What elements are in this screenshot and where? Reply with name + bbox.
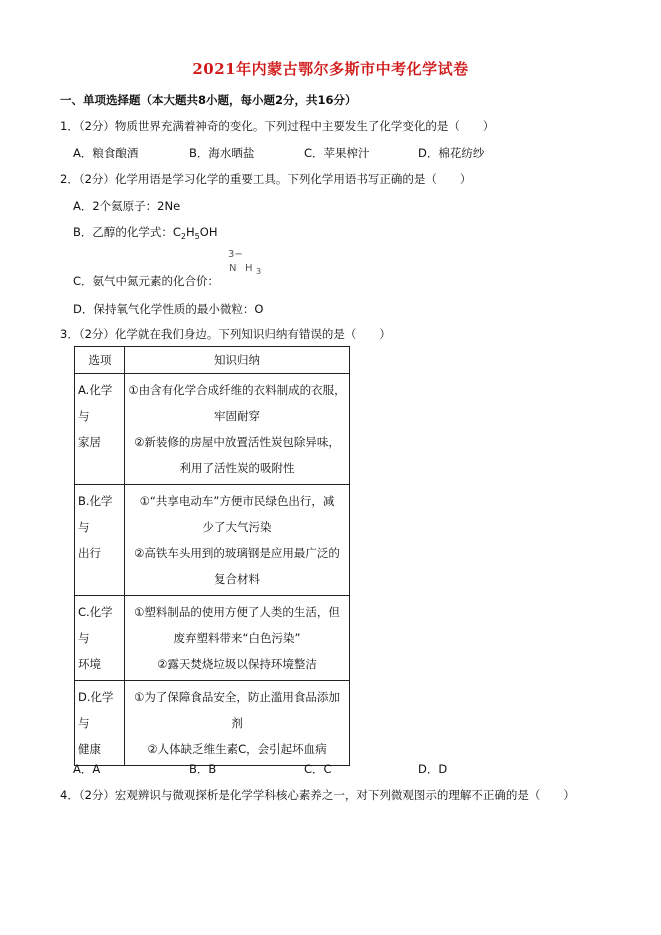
page-title: 2021年内蒙古鄂尔多斯市中考化学试卷 [192,60,469,78]
content-line: ①为了保障食品安全，防止滥用食品添加 [134,690,340,704]
content-line: 牢固耐穿 [214,409,260,423]
row-label-line: 健康 [78,742,101,756]
row-label-line: A.化学与 [78,383,113,423]
formula-subscript: 3 [256,267,262,276]
content-line: ①塑料制品的使用方便了人类的生活，但 [134,605,340,619]
q1-option-a: A．粮食酿酒 [73,146,139,160]
header-option: 选项 [75,347,125,374]
content-line: 废弃塑料带来“白色污染” [173,631,301,645]
q1-option-b: B．海水晒盐 [189,146,255,160]
q2-option-c: C．氨气中氮元素的化合价： [73,274,220,288]
content-line: 少了大气污染 [202,520,272,534]
q2-option-b-sub1: 2 [180,232,187,241]
table-row [75,681,350,766]
q1-option-d: D．棉花纺纱 [418,146,485,160]
table-row [75,485,350,596]
question-1-stem: 1．（2分）物质世界充满着神奇的变化。下列过程中主要发生了化学变化的是（ ） [60,119,495,133]
table-row [75,596,350,681]
q2-option-b [73,224,217,241]
q2-option-a: A．2个氦原子：2Ne [73,199,181,213]
knowledge-table [74,346,350,766]
content-line: ②人体缺乏维生素C，会引起坏血病 [147,742,327,756]
q2-option-b-suffix: OH [199,225,218,239]
header-knowledge: 知识归纳 [125,347,350,374]
q1-option-c: C．苹果榨汁 [304,146,370,160]
row-label-line: 环境 [78,657,101,671]
row-content [125,681,350,766]
content-line: ①由含有化学合成纤维的衣料制成的衣服， [128,383,346,397]
row-label [75,596,125,681]
row-label-line: 出行 [78,546,101,560]
valence-formula [226,249,276,279]
question-2-stem: 2．（2分）化学用语是学习化学的重要工具。下列化学用语书写正确的是（ ） [60,172,472,186]
row-content [125,485,350,596]
question-3-stem: 3．（2分）化学就在我们身边。下列知识归纳有错误的是（ ） [60,327,391,341]
q2-option-d: D．保持氧气化学性质的最小微粒：O [73,302,264,316]
row-label-line: 家居 [78,435,101,449]
valence-charge: 3− [228,249,243,260]
question-4-stem: 4．（2分）宏观辨识与微观探析是化学学科核心素养之一，对下列微观图示的理解不正确的是（ ） [60,788,575,802]
row-content [125,374,350,485]
row-label [75,681,125,766]
row-label [75,374,125,485]
formula-element-n: N [229,263,237,274]
row-label [75,485,125,596]
q3-option-d: D．D [418,762,448,776]
content-line: ②露天焚烧垃圾以保持环境整洁 [157,657,317,671]
row-content [125,596,350,681]
content-line: ②新装修的房屋中放置活性炭包除异味， [134,435,340,449]
formula-element-h: H [245,263,253,274]
q3-option-c: C．C [304,762,332,776]
content-line: 利用了活性炭的吸附性 [179,461,295,475]
q2-option-b-prefix: B．乙醇的化学式：C [73,225,181,239]
q3-option-a: A．A [73,762,101,776]
q2-option-b-sub2: 5 [194,232,200,241]
content-line: 剂 [231,716,243,730]
section-heading: 一、单项选择题（本大题共8小题，每小题2分，共16分） [60,93,357,107]
content-line: ②高铁车头用到的玻璃钢是应用最广泛的 [134,546,340,560]
row-label-line: D.化学与 [78,690,114,730]
table-row [75,374,350,485]
table-header-row [75,347,350,374]
row-label-line: B.化学与 [78,494,113,534]
row-label-line: C.化学与 [78,605,113,645]
q3-option-b: B．B [189,762,217,776]
content-line: ①“共享电动车”方便市民绿色出行，减 [139,494,335,508]
content-line: 复合材料 [214,572,260,586]
q2-option-b-mid: H [186,225,195,239]
